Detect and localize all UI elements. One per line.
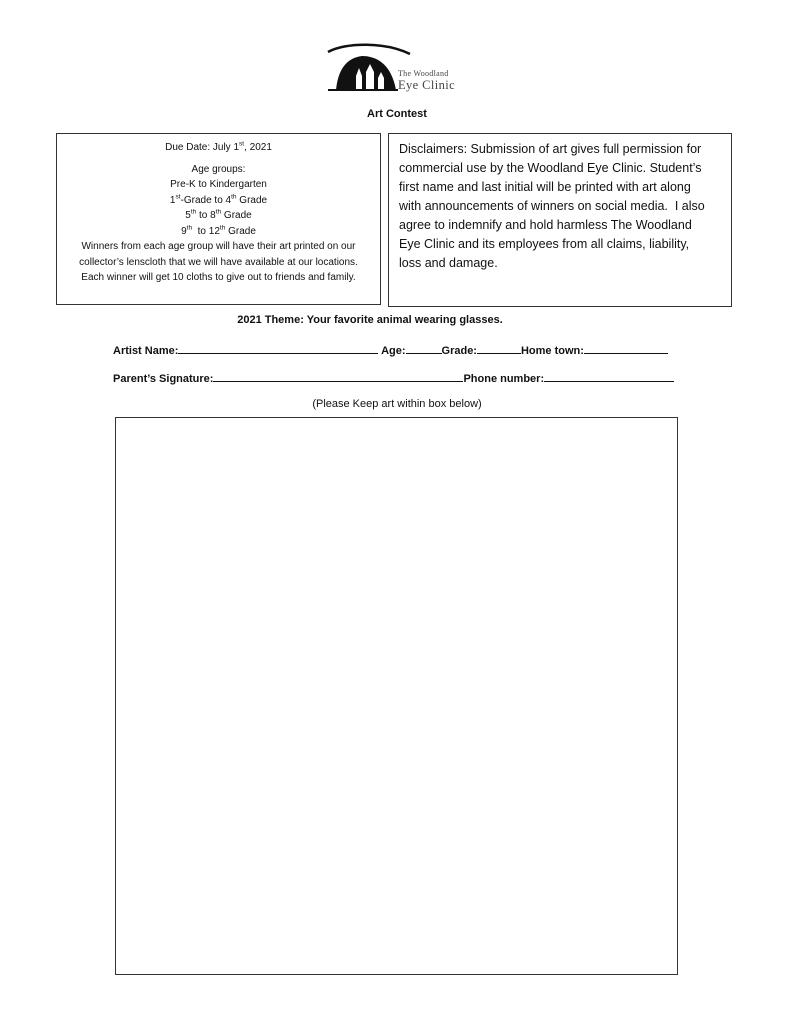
grade-field[interactable] [477, 342, 521, 354]
contest-info-box [56, 133, 381, 305]
due-date: Due Date: July 1st, 2021 [165, 140, 272, 153]
grade-label: Grade: [441, 345, 477, 357]
winners-line-2: collector’s lenscloth that we will have available at our locations. [79, 256, 358, 268]
age-group-3: 5th to 8th Grade [185, 208, 252, 221]
disclaimer-line-7: loss and damage. [399, 256, 498, 270]
clinic-logo-wordmark [398, 70, 455, 92]
contest-theme: 2021 Theme: Your favorite animal wearing glasses. [237, 314, 503, 326]
disclaimer-box [388, 133, 732, 307]
artist-name-label: Artist Name: [113, 345, 179, 357]
phone-field[interactable] [544, 370, 674, 382]
age-label: Age: [381, 345, 406, 357]
page-title: Art Contest [367, 108, 427, 120]
art-box-instruction: (Please Keep art within box below) [312, 398, 482, 410]
age-field[interactable] [406, 342, 442, 354]
age-group-1: Pre-K to Kindergarten [170, 179, 267, 190]
disclaimer-line-2: commercial use by the Woodland Eye Clinic. Student’s [399, 161, 702, 175]
logo-line1: The Woodland [398, 69, 449, 78]
winners-line-1: Winners from each age group will have their art printed on our [81, 241, 356, 252]
parent-info-row [113, 370, 674, 385]
disclaimer-line-3: first name and last initial will be printed with art along [399, 180, 691, 194]
artist-info-row [113, 342, 668, 357]
disclaimer-line-1: Disclaimers: Submission of art gives full permission for [399, 142, 702, 156]
clinic-logo [326, 42, 476, 98]
art-drawing-area[interactable] [115, 417, 678, 975]
disclaimer-line-6: Eye Clinic and its employees from all claims, liability, [399, 237, 690, 251]
hometown-label: Home town: [520, 345, 584, 357]
parent-signature-field[interactable] [213, 370, 463, 382]
age-group-4: 9th to 12th Grade [181, 224, 256, 237]
parent-signature-label: Parent’s Signature: [113, 373, 214, 385]
winners-line-3: Each winner will get 10 cloths to give out to friends and family. [81, 272, 356, 283]
artist-name-field[interactable] [178, 342, 378, 354]
phone-label: Phone number: [463, 373, 545, 385]
age-groups-heading: Age groups: [191, 163, 246, 175]
disclaimer-line-5: agree to indemnify and hold harmless The Woodland [399, 218, 692, 232]
age-group-2: 1st-Grade to 4th Grade [169, 193, 268, 206]
logo-line2: Eye Clinic [398, 78, 456, 92]
disclaimer-line-4: with announcements of winners on social media. I also [399, 199, 705, 213]
hometown-field[interactable] [584, 342, 668, 354]
